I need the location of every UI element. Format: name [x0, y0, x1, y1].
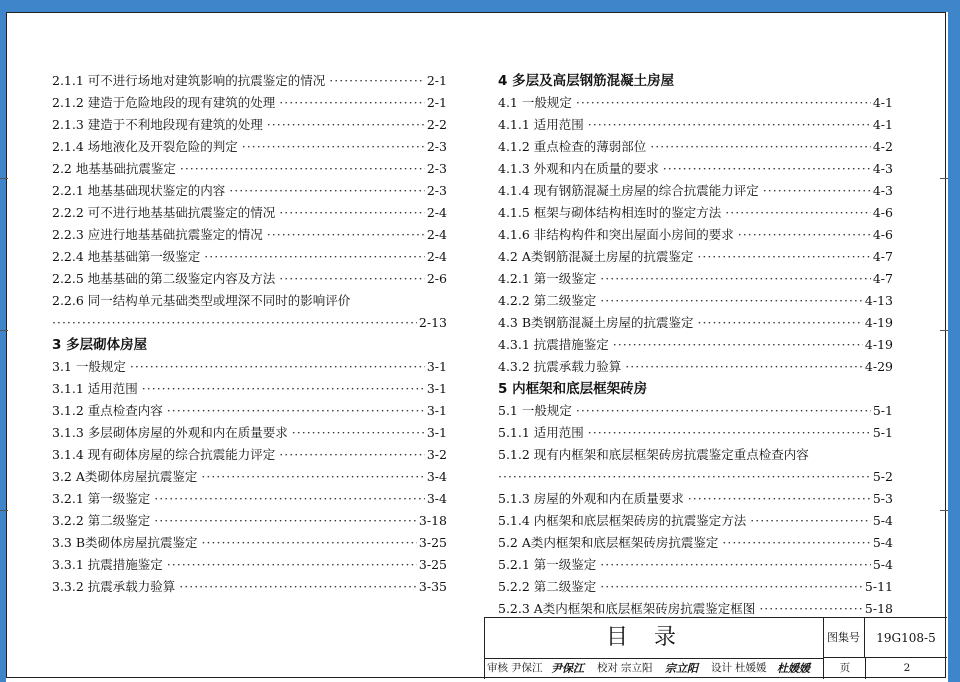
right-edge-mark: [940, 178, 948, 179]
toc-entry-title: 3.3.2 抗震承载力验算: [52, 579, 176, 594]
toc-entry-page: 5-18: [864, 601, 893, 616]
sheet-title: 目录: [485, 618, 824, 659]
toc-entry-title: 2.2.2 可不进行地基基础抗震鉴定的情况: [52, 205, 276, 220]
toc-entry: [52, 290, 447, 312]
toc-entry-title: 4.2.2 第二级鉴定: [498, 293, 597, 308]
toc-section-heading: [498, 378, 893, 400]
toc-entry: [498, 224, 893, 246]
toc-entry-title: 5.2 A类内框架和底层框架砖房抗震鉴定: [498, 535, 719, 550]
toc-entry-page: 5-2: [872, 469, 893, 484]
toc-entry-page: 3-25: [418, 557, 447, 572]
left-edge-mark: [0, 178, 8, 179]
toc-entry-page: 5-1: [872, 425, 893, 440]
toc-entry-page: 2-3: [426, 161, 447, 176]
toc-leader-dots: [52, 312, 417, 334]
toc-entry: [52, 246, 447, 268]
toc-entry-page: 2-3: [426, 183, 447, 198]
toc-entry: [52, 202, 447, 224]
toc-left-column: [52, 70, 447, 598]
toc-entry: [52, 422, 447, 444]
toc-leader-dots: [613, 334, 863, 356]
check-label: 校对: [597, 662, 618, 674]
toc-entry-title: 5.1 一般规定: [498, 403, 572, 418]
toc-entry: [52, 92, 447, 114]
toc-entry-title: 4.3 B类钢筋混凝土房屋的抗震鉴定: [498, 315, 694, 330]
toc-entry-page: 4-1: [872, 117, 893, 132]
toc-entry: [52, 554, 447, 576]
toc-entry-title: 2.2.4 地基基础第一级鉴定: [52, 249, 201, 264]
toc-leader-dots: [279, 92, 425, 114]
toc-leader-dots: [179, 576, 417, 598]
toc-entry-page: 4-7: [872, 271, 893, 286]
toc-entry: [498, 290, 893, 312]
toc-entry-title: 5.2.2 第二级鉴定: [498, 579, 597, 594]
toc-entry: [498, 576, 893, 598]
toc-leader-dots: [663, 158, 871, 180]
toc-entry-page: 4-6: [872, 205, 893, 220]
toc-entry-page: 3-25: [418, 535, 447, 550]
toc-entry: [498, 158, 893, 180]
toc-leader-dots: [201, 466, 424, 488]
toc-entry: [498, 312, 893, 334]
toc-entry-page: 4-7: [872, 249, 893, 264]
toc-entry: [52, 114, 447, 136]
toc-entry-page: 3-4: [426, 469, 447, 484]
toc-entry-title: 4.1.5 框架与砌体结构相连时的鉴定方法: [498, 205, 722, 220]
title-block: [484, 617, 947, 679]
toc-entry-title: 2.2 地基基础抗震鉴定: [52, 161, 176, 176]
toc-leader-dots: [600, 268, 871, 290]
toc-entry: [498, 180, 893, 202]
toc-entry: [498, 488, 893, 510]
toc-entry: [498, 554, 893, 576]
toc-entry-page: 4-19: [864, 337, 893, 352]
toc-leader-dots: [750, 510, 871, 532]
toc-entry-page: 4-13: [864, 293, 893, 308]
toc-entry: [52, 466, 447, 488]
toc-entry: [52, 532, 447, 554]
toc-section-heading: [498, 70, 893, 92]
toc-entry-title: 3.2 A类砌体房屋抗震鉴定: [52, 469, 198, 484]
atlas-number: 19G108-5: [865, 618, 947, 658]
toc-entry-title: 2.1.1 可不进行场地对建筑影响的抗震鉴定的情况: [52, 73, 326, 88]
toc-leader-dots: [576, 400, 871, 422]
toc-leader-dots: [279, 444, 425, 466]
left-edge-mark: [0, 330, 8, 331]
toc-entry: [52, 268, 447, 290]
toc-leader-dots: [204, 246, 425, 268]
toc-leader-dots: [650, 136, 871, 158]
toc-section-heading: [52, 334, 447, 356]
toc-entry-title: 4.3.2 抗震承载力验算: [498, 359, 622, 374]
toc-entry: [52, 488, 447, 510]
left-edge-mark: [0, 510, 8, 511]
toc-entry-title: 4.2 A类钢筋混凝土房屋的抗震鉴定: [498, 249, 694, 264]
toc-entry: [498, 334, 893, 356]
toc-entry-title: 5.2.3 A类内框架和底层框架砖房抗震鉴定框图: [498, 601, 756, 616]
toc-entry-title: 5.2.1 第一级鉴定: [498, 557, 597, 572]
toc-entry-page: 3-4: [426, 491, 447, 506]
toc-entry-page: 3-2: [426, 447, 447, 462]
toc-entry-title: 4.1.4 现有钢筋混凝土房屋的综合抗震能力评定: [498, 183, 759, 198]
toc-entry-title: 4.1.3 外观和内在质量的要求: [498, 161, 659, 176]
toc-entry-page: 4-2: [872, 139, 893, 154]
toc-entry-title: 4 多层及高层钢筋混凝土房屋: [498, 73, 675, 89]
toc-entry-page: 4-1: [872, 95, 893, 110]
toc-leader-dots: [588, 422, 871, 444]
toc-leader-dots: [130, 356, 425, 378]
toc-entry: [52, 444, 447, 466]
toc-entry-title: 2.1.2 建造于危险地段的现有建筑的处理: [52, 95, 276, 110]
toc-leader-dots: [154, 510, 417, 532]
toc-leader-dots: [242, 136, 425, 158]
toc-leader-dots: [576, 92, 871, 114]
toc-entry-page: 5-1: [872, 403, 893, 418]
right-edge-mark: [940, 330, 948, 331]
toc-entry-title: 3.2.1 第一级鉴定: [52, 491, 151, 506]
toc-leader-dots: [267, 114, 425, 136]
page-number: 2: [865, 658, 948, 679]
toc-entry: [498, 202, 893, 224]
toc-entry-page: 4-3: [872, 183, 893, 198]
toc-entry-title: 2.2.3 应进行地基基础抗震鉴定的情况: [52, 227, 263, 242]
toc-leader-dots: [588, 114, 871, 136]
toc-entry: [498, 532, 893, 554]
toc-entry-title: 4.2.1 第一级鉴定: [498, 271, 597, 286]
toc-entry-title: 3.1.2 重点检查内容: [52, 403, 163, 418]
toc-leader-dots: [142, 378, 425, 400]
toc-entry: [498, 444, 893, 466]
toc-entry: [52, 510, 447, 532]
toc-leader-dots: [202, 532, 417, 554]
toc-leader-dots: [600, 290, 863, 312]
toc-entry: [52, 576, 447, 598]
toc-leader-dots: [154, 488, 425, 510]
toc-entry-title: 3.1 一般规定: [52, 359, 126, 374]
toc-entry-page: 5-4: [872, 513, 893, 528]
right-color-strip: [948, 12, 960, 682]
signature-row: [485, 658, 947, 679]
toc-entry-title: 3.1.1 适用范围: [52, 381, 138, 396]
toc-entry: [52, 400, 447, 422]
toc-entry-title: 5.1.3 房屋的外观和内在质量要求: [498, 491, 684, 506]
toc-leader-dots: [600, 576, 863, 598]
atlas-label: 图集号: [823, 618, 865, 658]
toc-entry-page: 2-3: [426, 139, 447, 154]
toc-entry: [498, 466, 893, 488]
toc-entry-title: 2.1.3 建造于不利地段现有建筑的处理: [52, 117, 263, 132]
toc-entry: [498, 268, 893, 290]
toc-entry-page: 4-29: [864, 359, 893, 374]
right-edge-mark: [940, 510, 948, 511]
toc-entry-title: 4.1.2 重点检查的薄弱部位: [498, 139, 647, 154]
toc-entry-title: 2.2.1 地基基础现状鉴定的内容: [52, 183, 226, 198]
toc-leader-dots: [625, 356, 863, 378]
toc-entry-title: 3.1.4 现有砌体房屋的综合抗震能力评定: [52, 447, 276, 462]
toc-entry-title: 3.3 B类砌体房屋抗震鉴定: [52, 535, 198, 550]
toc-entry-page: 5-11: [864, 579, 893, 594]
toc-entry: [52, 180, 447, 202]
toc-entry: [498, 510, 893, 532]
checker-name: 宗立阳: [621, 662, 653, 674]
toc-entry: [498, 114, 893, 136]
toc-entry-page: 2-4: [426, 249, 447, 264]
toc-entry-title: 4.1.1 适用范围: [498, 117, 584, 132]
toc-entry: [498, 246, 893, 268]
toc-entry-page: 5-3: [872, 491, 893, 506]
toc-entry-title: 2.2.5 地基基础的第二级鉴定内容及方法: [52, 271, 276, 286]
toc-leader-dots: [600, 554, 871, 576]
toc-entry-page: 3-1: [426, 403, 447, 418]
toc-entry-title: 2.2.6 同一结构单元基础类型或埋深不同时的影响评价: [52, 293, 351, 308]
design-label: 设计: [711, 662, 732, 674]
toc-entry: [52, 312, 447, 334]
toc-entry: [52, 158, 447, 180]
toc-entry-title: 3.2.2 第二级鉴定: [52, 513, 151, 528]
toc-entry-page: 4-6: [872, 227, 893, 242]
toc-entry-page: 2-1: [426, 95, 447, 110]
toc-entry-page: 3-1: [426, 381, 447, 396]
reviewer-signature: 尹保江: [551, 662, 584, 675]
toc-entry-page: 2-2: [426, 117, 447, 132]
toc-entry-title: 4.1.6 非结构构件和突出屋面小房间的要求: [498, 227, 734, 242]
toc-leader-dots: [279, 268, 425, 290]
toc-leader-dots: [292, 422, 425, 444]
toc-entry-title: 4.3.1 抗震措施鉴定: [498, 337, 609, 352]
toc-entry-title: 5.1.1 适用范围: [498, 425, 584, 440]
toc-entry-title: 5.1.2 现有内框架和底层框架砖房抗震鉴定重点检查内容: [498, 447, 809, 462]
toc-leader-dots: [698, 312, 863, 334]
toc-entry-page: 3-1: [426, 359, 447, 374]
toc-entry: [498, 400, 893, 422]
toc-entry-title: 3 多层砌体房屋: [52, 337, 148, 353]
toc-leader-dots: [279, 202, 425, 224]
toc-entry-page: 3-1: [426, 425, 447, 440]
toc-leader-dots: [725, 202, 871, 224]
toc-entry: [52, 136, 447, 158]
toc-entry: [498, 422, 893, 444]
checker-signature: 宗立阳: [665, 662, 698, 675]
toc-entry-page: 3-18: [418, 513, 447, 528]
toc-entry-page: 2-4: [426, 205, 447, 220]
page-label: 页: [823, 658, 866, 679]
toc-leader-dots: [180, 158, 425, 180]
toc-leader-dots: [738, 224, 871, 246]
toc-entry-title: 4.1 一般规定: [498, 95, 572, 110]
toc-entry-page: 2-13: [418, 315, 447, 330]
toc-entry: [498, 356, 893, 378]
toc-leader-dots: [722, 532, 870, 554]
toc-entry-title: 5 内框架和底层框架砖房: [498, 381, 648, 397]
designer-name: 杜媛媛: [735, 662, 767, 674]
toc-entry: [52, 70, 447, 92]
toc-entry-page: 4-19: [864, 315, 893, 330]
toc-entry-page: 5-4: [872, 557, 893, 572]
toc-entry-title: 2.1.4 场地液化及开裂危险的判定: [52, 139, 238, 154]
toc-entry: [52, 224, 447, 246]
toc-leader-dots: [763, 180, 871, 202]
toc-entry: [498, 136, 893, 158]
toc-entry: [52, 356, 447, 378]
toc-entry-title: 5.1.4 内框架和底层框架砖房的抗震鉴定方法: [498, 513, 747, 528]
toc-leader-dots: [267, 224, 425, 246]
reviewer-name: 尹保江: [511, 662, 543, 674]
toc-entry-page: 2-6: [426, 271, 447, 286]
toc-leader-dots: [167, 400, 425, 422]
toc-right-column: [498, 70, 893, 620]
toc-leader-dots: [498, 466, 871, 488]
top-color-strip: [0, 0, 960, 12]
toc-leader-dots: [167, 554, 417, 576]
toc-entry-page: 4-3: [872, 161, 893, 176]
toc-entry-page: 2-1: [426, 73, 447, 88]
toc-leader-dots: [229, 180, 425, 202]
toc-entry: [52, 378, 447, 400]
toc-entry-title: 3.3.1 抗震措施鉴定: [52, 557, 163, 572]
toc-entry: [498, 92, 893, 114]
designer-signature: 杜媛媛: [777, 662, 810, 675]
toc-leader-dots: [697, 246, 870, 268]
toc-entry-page: 5-4: [872, 535, 893, 550]
toc-leader-dots: [688, 488, 871, 510]
review-label: 审核: [487, 662, 508, 674]
toc-entry-page: 2-4: [426, 227, 447, 242]
toc-entry-page: 3-35: [418, 579, 447, 594]
toc-entry-title: 3.1.3 多层砌体房屋的外观和内在质量要求: [52, 425, 288, 440]
toc-leader-dots: [329, 70, 425, 92]
